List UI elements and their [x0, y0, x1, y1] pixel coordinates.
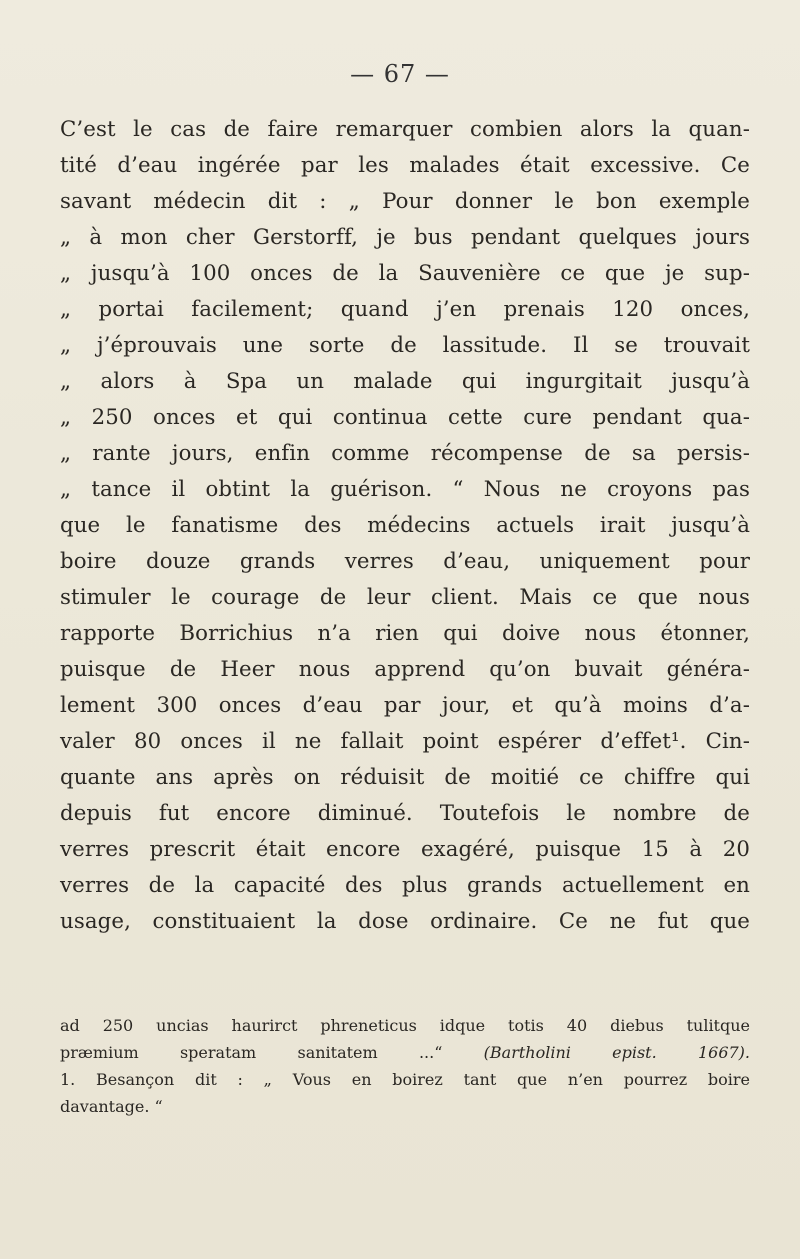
text-line: lement 300 onces d’eau par jour, et qu’à moins d’a- — [60, 693, 750, 718]
text-line: depuis fut encore diminué. Toutefois le nombre de — [60, 801, 750, 826]
footnote-text: davantage. “ — [60, 1097, 163, 1116]
body-text — [60, 112, 750, 940]
footnote-line — [60, 1039, 750, 1066]
text-line: „ 250 onces et qui continua cette cure pendant qua- — [60, 405, 750, 430]
text-line: C’est le cas de faire remarquer combien alors la quan- — [60, 117, 750, 142]
text-line: quante ans après on réduisit de moitié ce chiffre qui — [60, 765, 750, 790]
text-line: „ à mon cher Gerstorff, je bus pendant quelques jours — [60, 225, 750, 250]
footnote-citation: (Bartholini epist. 1667). — [483, 1043, 750, 1062]
footnote-line — [60, 1093, 750, 1120]
text-line: rapporte Borrichius n’a rien qui doive nous étonner, — [60, 621, 750, 646]
footnotes — [60, 1012, 750, 1120]
text-line: „ portai facilement; quand j’en prenais 120 onces, — [60, 297, 750, 322]
footnote-text: præmium speratam sanitatem ...“ — [60, 1043, 484, 1062]
footnote-text: 1. Besançon dit : „ Vous en boirez tant que n’en pourrez boire — [60, 1070, 750, 1089]
text-line: „ tance il obtint la guérison. “ Nous ne croyons pas — [60, 477, 750, 502]
text-line: usage, constituaient la dose ordinaire. Ce ne fut que — [60, 909, 750, 934]
text-line: „ jusqu’à 100 onces de la Sauvenière ce que je sup- — [60, 261, 750, 286]
text-line: tité d’eau ingérée par les malades était excessive. Ce — [60, 153, 750, 178]
text-line: verres prescrit était encore exagéré, puisque 15 à 20 — [60, 837, 750, 862]
text-line: „ rante jours, enfin comme récompense de sa persis- — [60, 441, 750, 466]
footnote-line — [60, 1066, 750, 1093]
text-line: „ j’éprouvais une sorte de lassitude. Il se trouvait — [60, 333, 750, 358]
text-line: que le fanatisme des médecins actuels irait jusqu’à — [60, 513, 750, 538]
footnote-text: ad 250 uncias haurirct phreneticus idque totis 40 diebus tulitque — [60, 1016, 750, 1035]
text-line: verres de la capacité des plus grands actuellement en — [60, 873, 750, 898]
text-line: „ alors à Spa un malade qui ingurgitait jusqu’à — [60, 369, 750, 394]
page-number: — 67 — — [350, 60, 450, 88]
text-line: valer 80 onces il ne fallait point espérer d’effet¹. Cin- — [60, 729, 750, 754]
text-line: savant médecin dit : „ Pour donner le bon exemple — [60, 189, 750, 214]
text-line: stimuler le courage de leur client. Mais ce que nous — [60, 585, 750, 610]
text-line: boire douze grands verres d’eau, uniquement pour — [60, 549, 750, 574]
footnote-line — [60, 1012, 750, 1039]
text-line: puisque de Heer nous apprend qu’on buvait généra- — [60, 657, 750, 682]
